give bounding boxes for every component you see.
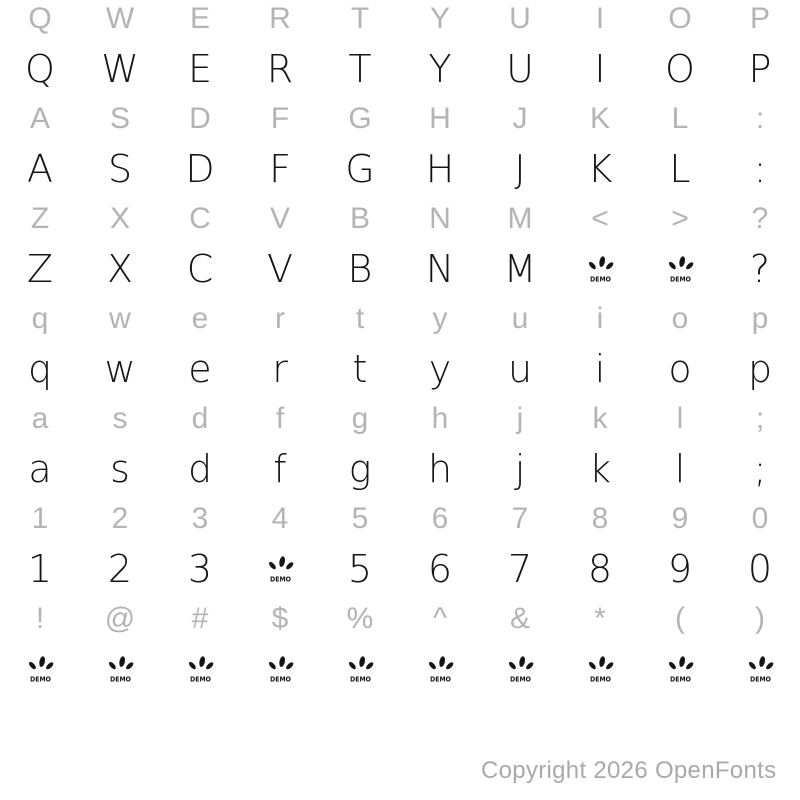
glyph-cell: f: [275, 402, 285, 435]
glyph-cell: ?: [749, 247, 771, 291]
svg-text:DEMO: DEMO: [269, 575, 291, 583]
glyph-row-ghost: [0, 194, 800, 244]
glyph-cell: F: [270, 102, 290, 135]
glyph-cell: P: [749, 2, 770, 35]
svg-text:DEMO: DEMO: [429, 675, 451, 683]
glyph-row-ghost: [0, 594, 800, 644]
glyph-cell: Z: [26, 247, 54, 291]
demo-placeholder-glyph: [640, 244, 720, 294]
glyph-cell: a: [28, 447, 52, 491]
glyph-cell: U: [506, 47, 534, 91]
glyph-cell: (: [675, 602, 685, 635]
glyph-cell: 2: [111, 502, 129, 535]
demo-placeholder-glyph: [0, 644, 80, 694]
glyph-cell: q: [27, 347, 53, 391]
glyph-cell: ?: [751, 202, 769, 235]
demo-placeholder-glyph: [560, 244, 640, 294]
glyph-cell: :: [755, 102, 765, 135]
glyph-cell: K: [589, 102, 610, 135]
glyph-cell: d: [187, 447, 213, 491]
glyph-cell: 6: [431, 502, 449, 535]
glyph-cell: a: [31, 402, 49, 435]
svg-text:DEMO: DEMO: [749, 675, 771, 683]
fleuron-icon: [747, 655, 774, 684]
glyph-cell: 3: [187, 547, 213, 591]
glyph-cell: T: [348, 47, 372, 91]
glyph-cell: C: [189, 202, 211, 235]
svg-text:DEMO: DEMO: [109, 675, 131, 683]
svg-text:DEMO: DEMO: [269, 675, 291, 683]
glyph-cell: G: [348, 102, 372, 135]
glyph-cell: j: [514, 447, 526, 491]
glyph-row-ink: [0, 244, 800, 294]
glyph-cell: p: [747, 347, 773, 391]
glyph-cell: 0: [747, 547, 773, 591]
glyph-cell: Q: [25, 47, 55, 91]
demo-placeholder-glyph: [640, 644, 720, 694]
glyph-cell: 9: [667, 547, 693, 591]
glyph-cell: r: [272, 347, 288, 391]
svg-text:DEMO: DEMO: [589, 675, 611, 683]
glyph-cell: 5: [347, 547, 373, 591]
glyph-cell: N: [425, 247, 455, 291]
demo-placeholder-glyph: [80, 644, 160, 694]
fleuron-icon: [427, 655, 454, 684]
glyph-cell: W: [105, 2, 135, 35]
glyph-row-ink: [0, 44, 800, 94]
fleuron-icon: [107, 655, 134, 684]
glyph-cell: >: [671, 202, 689, 235]
glyph-cell: I: [594, 47, 606, 91]
glyph-row-ghost: [0, 0, 800, 44]
glyph-row-ghost: [0, 294, 800, 344]
glyph-cell: 6: [427, 547, 453, 591]
glyph-cell: 1: [27, 547, 53, 591]
glyph-cell: O: [665, 47, 695, 91]
glyph-cell: %: [346, 602, 374, 635]
glyph-cell: j: [516, 402, 524, 435]
glyph-row-ghost: [0, 494, 800, 544]
glyph-cell: ;: [753, 447, 767, 491]
glyph-cell: y: [432, 302, 448, 335]
glyph-cell: g: [348, 447, 372, 491]
glyph-cell: Y: [429, 2, 450, 35]
glyph-cell: t: [355, 302, 365, 335]
glyph-row-ghost: [0, 94, 800, 144]
glyph-cell: g: [351, 402, 369, 435]
fleuron-icon: [667, 255, 694, 284]
glyph-cell: ^: [432, 602, 448, 635]
glyph-cell: R: [269, 2, 291, 35]
glyph-row-ink: [0, 344, 800, 394]
glyph-cell: V: [267, 247, 293, 291]
fleuron-icon: [507, 655, 534, 684]
glyph-cell: 2: [107, 547, 133, 591]
glyph-cell: L: [669, 147, 691, 191]
fleuron-icon: [267, 655, 294, 684]
glyph-cell: C: [186, 247, 214, 291]
glyph-row-ink: [0, 144, 800, 194]
glyph-cell: D: [185, 147, 215, 191]
glyph-cell: k: [588, 447, 611, 491]
fleuron-icon: [347, 655, 374, 684]
glyph-cell: &: [509, 602, 530, 635]
glyph-cell: X: [109, 202, 130, 235]
glyph-cell: N: [429, 202, 451, 235]
glyph-cell: w: [109, 302, 131, 335]
glyph-cell: 8: [587, 547, 613, 591]
demo-placeholder-glyph: [240, 644, 320, 694]
glyph-cell: !: [35, 602, 45, 635]
glyph-cell: u: [507, 347, 533, 391]
glyph-cell: M: [507, 202, 533, 235]
demo-placeholder-glyph: [320, 644, 400, 694]
glyph-cell: o: [668, 347, 692, 391]
glyph-cell: *: [594, 602, 606, 635]
glyph-cell: Q: [28, 2, 52, 35]
svg-text:DEMO: DEMO: [29, 675, 51, 683]
glyph-cell: 3: [191, 502, 209, 535]
glyph-cell: d: [191, 402, 209, 435]
glyph-cell: ;: [755, 402, 765, 435]
glyph-cell: 1: [31, 502, 49, 535]
glyph-cell: L: [671, 102, 689, 135]
glyph-row-ink: [0, 544, 800, 594]
glyph-cell: s: [112, 402, 128, 435]
glyph-cell: 8: [591, 502, 609, 535]
demo-placeholder-glyph: [400, 644, 480, 694]
fleuron-icon: [587, 255, 614, 284]
glyph-cell: J: [514, 147, 526, 191]
glyph-cell: S: [107, 147, 133, 191]
glyph-cell: 7: [511, 502, 529, 535]
glyph-cell: H: [425, 147, 455, 191]
demo-placeholder-glyph: [160, 644, 240, 694]
glyph-cell: V: [269, 202, 290, 235]
glyph-row-ghost: [0, 394, 800, 444]
glyph-cell: M: [503, 247, 537, 291]
fleuron-icon: [27, 655, 54, 684]
glyph-cell: X: [106, 247, 134, 291]
glyph-cell: Y: [428, 47, 452, 91]
glyph-cell: h: [427, 447, 453, 491]
fleuron-icon: [187, 655, 214, 684]
glyph-cell: Z: [30, 202, 50, 235]
glyph-cell: u: [511, 302, 529, 335]
glyph-cell: H: [429, 102, 451, 135]
glyph-cell: :: [753, 147, 767, 191]
glyph-cell: B: [347, 247, 373, 291]
glyph-cell: R: [266, 47, 294, 91]
glyph-cell: #: [191, 602, 209, 635]
glyph-cell: e: [191, 302, 209, 335]
svg-text:DEMO: DEMO: [669, 675, 691, 683]
glyph-cell: $: [271, 602, 289, 635]
glyph-cell: h: [431, 402, 449, 435]
glyph-cell: y: [428, 347, 452, 391]
glyph-cell: <: [591, 202, 609, 235]
glyph-row-ink: [0, 644, 800, 694]
demo-placeholder-glyph: [480, 644, 560, 694]
glyph-cell: I: [595, 2, 605, 35]
glyph-cell: t: [352, 347, 368, 391]
glyph-cell: r: [275, 302, 285, 335]
demo-placeholder-glyph: [560, 644, 640, 694]
glyph-cell: B: [349, 202, 370, 235]
glyph-cell: T: [350, 2, 370, 35]
glyph-cell: o: [671, 302, 689, 335]
glyph-cell: J: [512, 102, 528, 135]
glyph-cell: G: [345, 147, 375, 191]
glyph-cell: A: [27, 147, 53, 191]
demo-placeholder-glyph: [720, 644, 800, 694]
glyph-cell: 4: [271, 502, 289, 535]
glyph-cell: e: [188, 347, 212, 391]
glyph-cell: k: [592, 402, 608, 435]
glyph-cell: q: [31, 302, 49, 335]
glyph-cell: 0: [751, 502, 769, 535]
glyph-cell: i: [596, 302, 604, 335]
glyph-cell: w: [104, 347, 136, 391]
glyph-cell: A: [29, 102, 50, 135]
fleuron-icon: [587, 655, 614, 684]
glyph-cell: @: [104, 602, 136, 635]
fleuron-icon: [667, 655, 694, 684]
glyph-cell: s: [110, 447, 130, 491]
glyph-cell: ): [755, 602, 765, 635]
glyph-cell: i: [594, 347, 606, 391]
svg-text:DEMO: DEMO: [189, 675, 211, 683]
glyph-row-ink: [0, 444, 800, 494]
svg-text:DEMO: DEMO: [509, 675, 531, 683]
glyph-cell: 9: [671, 502, 689, 535]
glyph-cell: l: [674, 447, 686, 491]
glyph-cell: E: [187, 47, 212, 91]
glyph-cell: 7: [507, 547, 533, 591]
glyph-cell: p: [751, 302, 769, 335]
glyph-cell: O: [668, 2, 692, 35]
glyph-cell: K: [587, 147, 613, 191]
fleuron-icon: [267, 555, 294, 584]
glyph-cell: l: [676, 402, 684, 435]
glyph-cell: U: [509, 2, 531, 35]
glyph-cell: E: [189, 2, 210, 35]
glyph-cell: F: [269, 147, 291, 191]
svg-text:DEMO: DEMO: [589, 275, 611, 283]
glyph-cell: f: [273, 447, 287, 491]
glyph-cell: P: [748, 47, 772, 91]
glyph-cell: S: [109, 102, 130, 135]
copyright-text: Copyright 2026 OpenFonts: [481, 757, 777, 784]
demo-placeholder-glyph: [240, 544, 320, 594]
glyph-cell: D: [189, 102, 211, 135]
svg-text:DEMO: DEMO: [669, 275, 691, 283]
glyph-cell: 5: [351, 502, 369, 535]
glyph-cell: W: [101, 47, 139, 91]
svg-text:DEMO: DEMO: [349, 675, 371, 683]
